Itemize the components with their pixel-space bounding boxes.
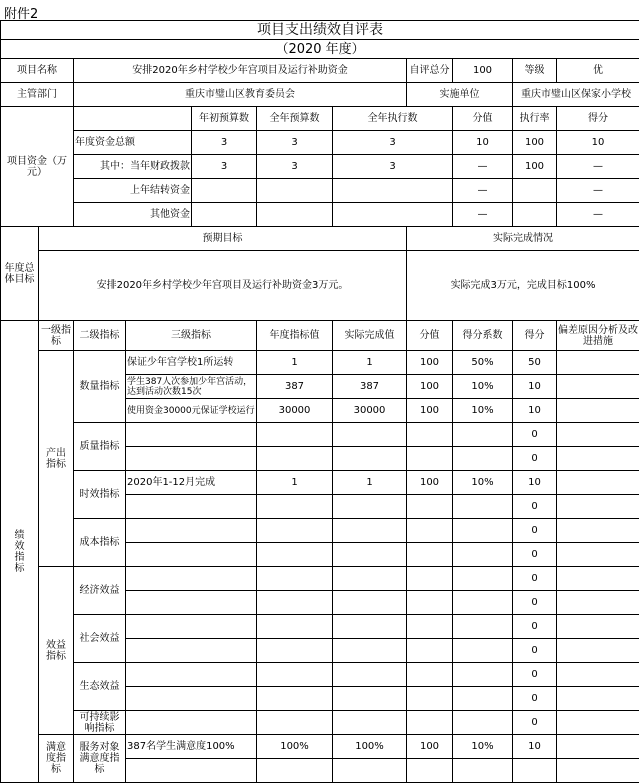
perf-col-header: 得分 xyxy=(513,321,557,351)
coef-cell xyxy=(453,687,513,711)
funds-row-name: 上年结转资金 xyxy=(74,179,192,203)
funds-row-name: 其中：当年财政拨款 xyxy=(74,155,192,179)
perf-col-header: 实际完成值 xyxy=(333,321,407,351)
actual-cell xyxy=(333,759,407,783)
target-cell: 100% xyxy=(257,735,333,759)
l2-time: 时效指标 xyxy=(74,471,126,519)
actual-cell xyxy=(333,615,407,639)
l3-cell xyxy=(126,567,257,591)
pts-cell xyxy=(407,519,453,543)
funds-cell xyxy=(192,179,257,203)
funds-cell xyxy=(513,203,557,227)
funds-cell: 10 xyxy=(453,131,513,155)
target-cell xyxy=(257,615,333,639)
pts-cell xyxy=(407,687,453,711)
funds-col-header: 全年预算数 xyxy=(257,107,333,131)
l2-quantity: 数量指标 xyxy=(74,351,126,423)
pts-cell xyxy=(407,759,453,783)
actual-cell xyxy=(333,519,407,543)
coef-cell xyxy=(453,543,513,567)
l3-cell xyxy=(126,423,257,447)
score-cell: 0 xyxy=(513,495,557,519)
coef-cell: 50% xyxy=(453,351,513,375)
target-cell xyxy=(257,663,333,687)
target-cell xyxy=(257,687,333,711)
score-cell: 0 xyxy=(513,639,557,663)
coef-cell xyxy=(453,639,513,663)
coef-cell: 10% xyxy=(453,471,513,495)
l2-quality: 质量指标 xyxy=(74,423,126,471)
l2-sustain: 可持续影响指标 xyxy=(74,711,126,735)
perf-label: 绩效指标 xyxy=(1,321,39,783)
performance-self-evaluation-table xyxy=(0,20,639,783)
funds-cell: — xyxy=(453,179,513,203)
actual-cell xyxy=(333,591,407,615)
actual-cell xyxy=(333,423,407,447)
expected-goal: 安排2020年乡村学校少年宫项目及运行补助资金3万元。 xyxy=(39,251,407,321)
actual-cell: 387 xyxy=(333,375,407,399)
funds-label: 项目资金（万元） xyxy=(1,107,74,227)
funds-cell: 3 xyxy=(257,131,333,155)
l3-cell xyxy=(126,519,257,543)
funds-col-header: 年初预算数 xyxy=(192,107,257,131)
pts-cell xyxy=(407,543,453,567)
score-cell: 0 xyxy=(513,519,557,543)
impl: 重庆市璧山区保家小学校 xyxy=(513,83,639,107)
perf-col-header: 二级指标 xyxy=(74,321,126,351)
coef-cell xyxy=(453,423,513,447)
coef-cell xyxy=(453,663,513,687)
project-name: 安排2020年乡村学校少年宫项目及运行补助资金 xyxy=(74,59,407,83)
output-label: 产出指标 xyxy=(39,351,74,567)
actual-cell xyxy=(333,567,407,591)
score-cell: 50 xyxy=(513,351,557,375)
self-score: 100 xyxy=(453,59,513,83)
coef-cell: 10% xyxy=(453,399,513,423)
score-cell: 0 xyxy=(513,447,557,471)
impl-label: 实施单位 xyxy=(407,83,513,107)
l2-social: 社会效益 xyxy=(74,615,126,663)
funds-cell: — xyxy=(453,155,513,179)
funds-cell: — xyxy=(557,203,639,227)
funds-cell: — xyxy=(557,155,639,179)
score-cell: 0 xyxy=(513,687,557,711)
score-cell: 0 xyxy=(513,543,557,567)
funds-col-header: 全年执行数 xyxy=(333,107,453,131)
target-cell xyxy=(257,567,333,591)
l3-cell xyxy=(126,591,257,615)
target-cell xyxy=(257,711,333,735)
target-cell: 1 xyxy=(257,351,333,375)
pts-cell xyxy=(407,423,453,447)
score-cell: 10 xyxy=(513,735,557,759)
l2-service: 服务对象满意度指标 xyxy=(74,735,126,783)
l3-cell xyxy=(126,687,257,711)
coef-cell xyxy=(453,495,513,519)
funds-row-name: 年度资金总额 xyxy=(74,131,192,155)
grade-label: 等级 xyxy=(513,59,557,83)
pts-cell xyxy=(407,711,453,735)
goals-label: 年度总体目标 xyxy=(1,227,39,321)
funds-cell: — xyxy=(453,203,513,227)
l3-cell: 保证少年宫学校1所运转 xyxy=(126,351,257,375)
funds-col-header: 分值 xyxy=(453,107,513,131)
actual-cell xyxy=(333,639,407,663)
dept: 重庆市璧山区教育委员会 xyxy=(74,83,407,107)
expected-goal-label: 预期目标 xyxy=(39,227,407,251)
table-title: 项目支出绩效自评表 xyxy=(1,21,639,40)
funds-cell: 3 xyxy=(192,155,257,179)
l3-cell: 2020年1-12月完成 xyxy=(126,471,257,495)
score-cell: 0 xyxy=(513,663,557,687)
l3-cell xyxy=(126,639,257,663)
coef-cell xyxy=(453,519,513,543)
perf-col-header: 偏差原因分析及改进措施 xyxy=(557,321,639,351)
actual-cell: 1 xyxy=(333,471,407,495)
funds-cell xyxy=(513,179,557,203)
coef-cell xyxy=(453,759,513,783)
score-cell: 10 xyxy=(513,375,557,399)
project-name-label: 项目名称 xyxy=(1,59,74,83)
actual-cell xyxy=(333,447,407,471)
table-year: （2020 年度） xyxy=(1,40,639,59)
l2-eco: 生态效益 xyxy=(74,663,126,711)
perf-col-header: 年度指标值 xyxy=(257,321,333,351)
target-cell xyxy=(257,543,333,567)
pts-cell: 100 xyxy=(407,471,453,495)
target-cell xyxy=(257,591,333,615)
l3-cell: 学生387人次参加少年宫活动，达到活动次数15次 xyxy=(126,375,257,399)
l3-cell xyxy=(126,663,257,687)
pts-cell xyxy=(407,495,453,519)
score-cell: 0 xyxy=(513,711,557,735)
funds-cell: 3 xyxy=(333,131,453,155)
dept-label: 主管部门 xyxy=(1,83,74,107)
target-cell xyxy=(257,495,333,519)
funds-cell xyxy=(333,203,453,227)
target-cell xyxy=(257,759,333,783)
pts-cell: 100 xyxy=(407,399,453,423)
actual-cell: 1 xyxy=(333,351,407,375)
target-cell xyxy=(257,519,333,543)
funds-cell xyxy=(257,179,333,203)
funds-cell: 3 xyxy=(333,155,453,179)
score-cell xyxy=(513,759,557,783)
target-cell: 1 xyxy=(257,471,333,495)
pts-cell xyxy=(407,591,453,615)
coef-cell xyxy=(453,591,513,615)
score-cell: 10 xyxy=(513,399,557,423)
pts-cell xyxy=(407,615,453,639)
coef-cell xyxy=(453,615,513,639)
actual-cell xyxy=(333,687,407,711)
coef-cell: 10% xyxy=(453,735,513,759)
perf-col-header: 一级指标 xyxy=(39,321,74,351)
actual-cell xyxy=(333,711,407,735)
perf-col-header: 分值 xyxy=(407,321,453,351)
pts-cell xyxy=(407,447,453,471)
actual-goal: 实际完成3万元，完成目标100% xyxy=(407,251,639,321)
funds-cell: 3 xyxy=(257,155,333,179)
target-cell xyxy=(257,447,333,471)
actual-cell xyxy=(333,663,407,687)
coef-cell xyxy=(453,447,513,471)
benefit-label: 效益指标 xyxy=(39,567,74,735)
funds-cell xyxy=(333,179,453,203)
score-cell: 0 xyxy=(513,591,557,615)
pts-cell: 100 xyxy=(407,375,453,399)
funds-cell: 100 xyxy=(513,155,557,179)
grade: 优 xyxy=(557,59,639,83)
l2-cost: 成本指标 xyxy=(74,519,126,567)
l2-economic: 经济效益 xyxy=(74,567,126,615)
actual-cell: 30000 xyxy=(333,399,407,423)
funds-cell: 10 xyxy=(557,131,639,155)
attachment-label: 附件2 xyxy=(4,3,38,22)
l3-cell xyxy=(126,759,257,783)
funds-cell: 3 xyxy=(192,131,257,155)
target-cell xyxy=(257,423,333,447)
actual-cell xyxy=(333,495,407,519)
coef-cell xyxy=(453,711,513,735)
actual-cell xyxy=(333,543,407,567)
target-cell: 30000 xyxy=(257,399,333,423)
funds-col-header: 执行率 xyxy=(513,107,557,131)
pts-cell xyxy=(407,567,453,591)
target-cell: 387 xyxy=(257,375,333,399)
l3-cell: 387名学生满意度100% xyxy=(126,735,257,759)
satisfaction-label: 满意度指标 xyxy=(39,735,74,783)
perf-col-header: 三级指标 xyxy=(126,321,257,351)
actual-cell: 100% xyxy=(333,735,407,759)
funds-cell xyxy=(257,203,333,227)
funds-cell: — xyxy=(557,179,639,203)
coef-cell xyxy=(453,567,513,591)
pts-cell: 100 xyxy=(407,351,453,375)
l3-cell: 使用资金30000元保证学校运行 xyxy=(126,399,257,423)
l3-cell xyxy=(126,543,257,567)
score-cell: 0 xyxy=(513,423,557,447)
actual-goal-label: 实际完成情况 xyxy=(407,227,639,251)
l3-cell xyxy=(126,711,257,735)
perf-col-header: 得分系数 xyxy=(453,321,513,351)
pts-cell: 100 xyxy=(407,735,453,759)
score-cell: 0 xyxy=(513,615,557,639)
coef-cell: 10% xyxy=(453,375,513,399)
self-score-label: 自评总分 xyxy=(407,59,453,83)
pts-cell xyxy=(407,639,453,663)
l3-cell xyxy=(126,495,257,519)
score-cell: 0 xyxy=(513,567,557,591)
funds-col-header: 得分 xyxy=(557,107,639,131)
funds-cell: 100 xyxy=(513,131,557,155)
target-cell xyxy=(257,639,333,663)
l3-cell xyxy=(126,447,257,471)
score-cell: 10 xyxy=(513,471,557,495)
funds-cell xyxy=(192,203,257,227)
l3-cell xyxy=(126,615,257,639)
funds-row-name: 其他资金 xyxy=(74,203,192,227)
pts-cell xyxy=(407,663,453,687)
